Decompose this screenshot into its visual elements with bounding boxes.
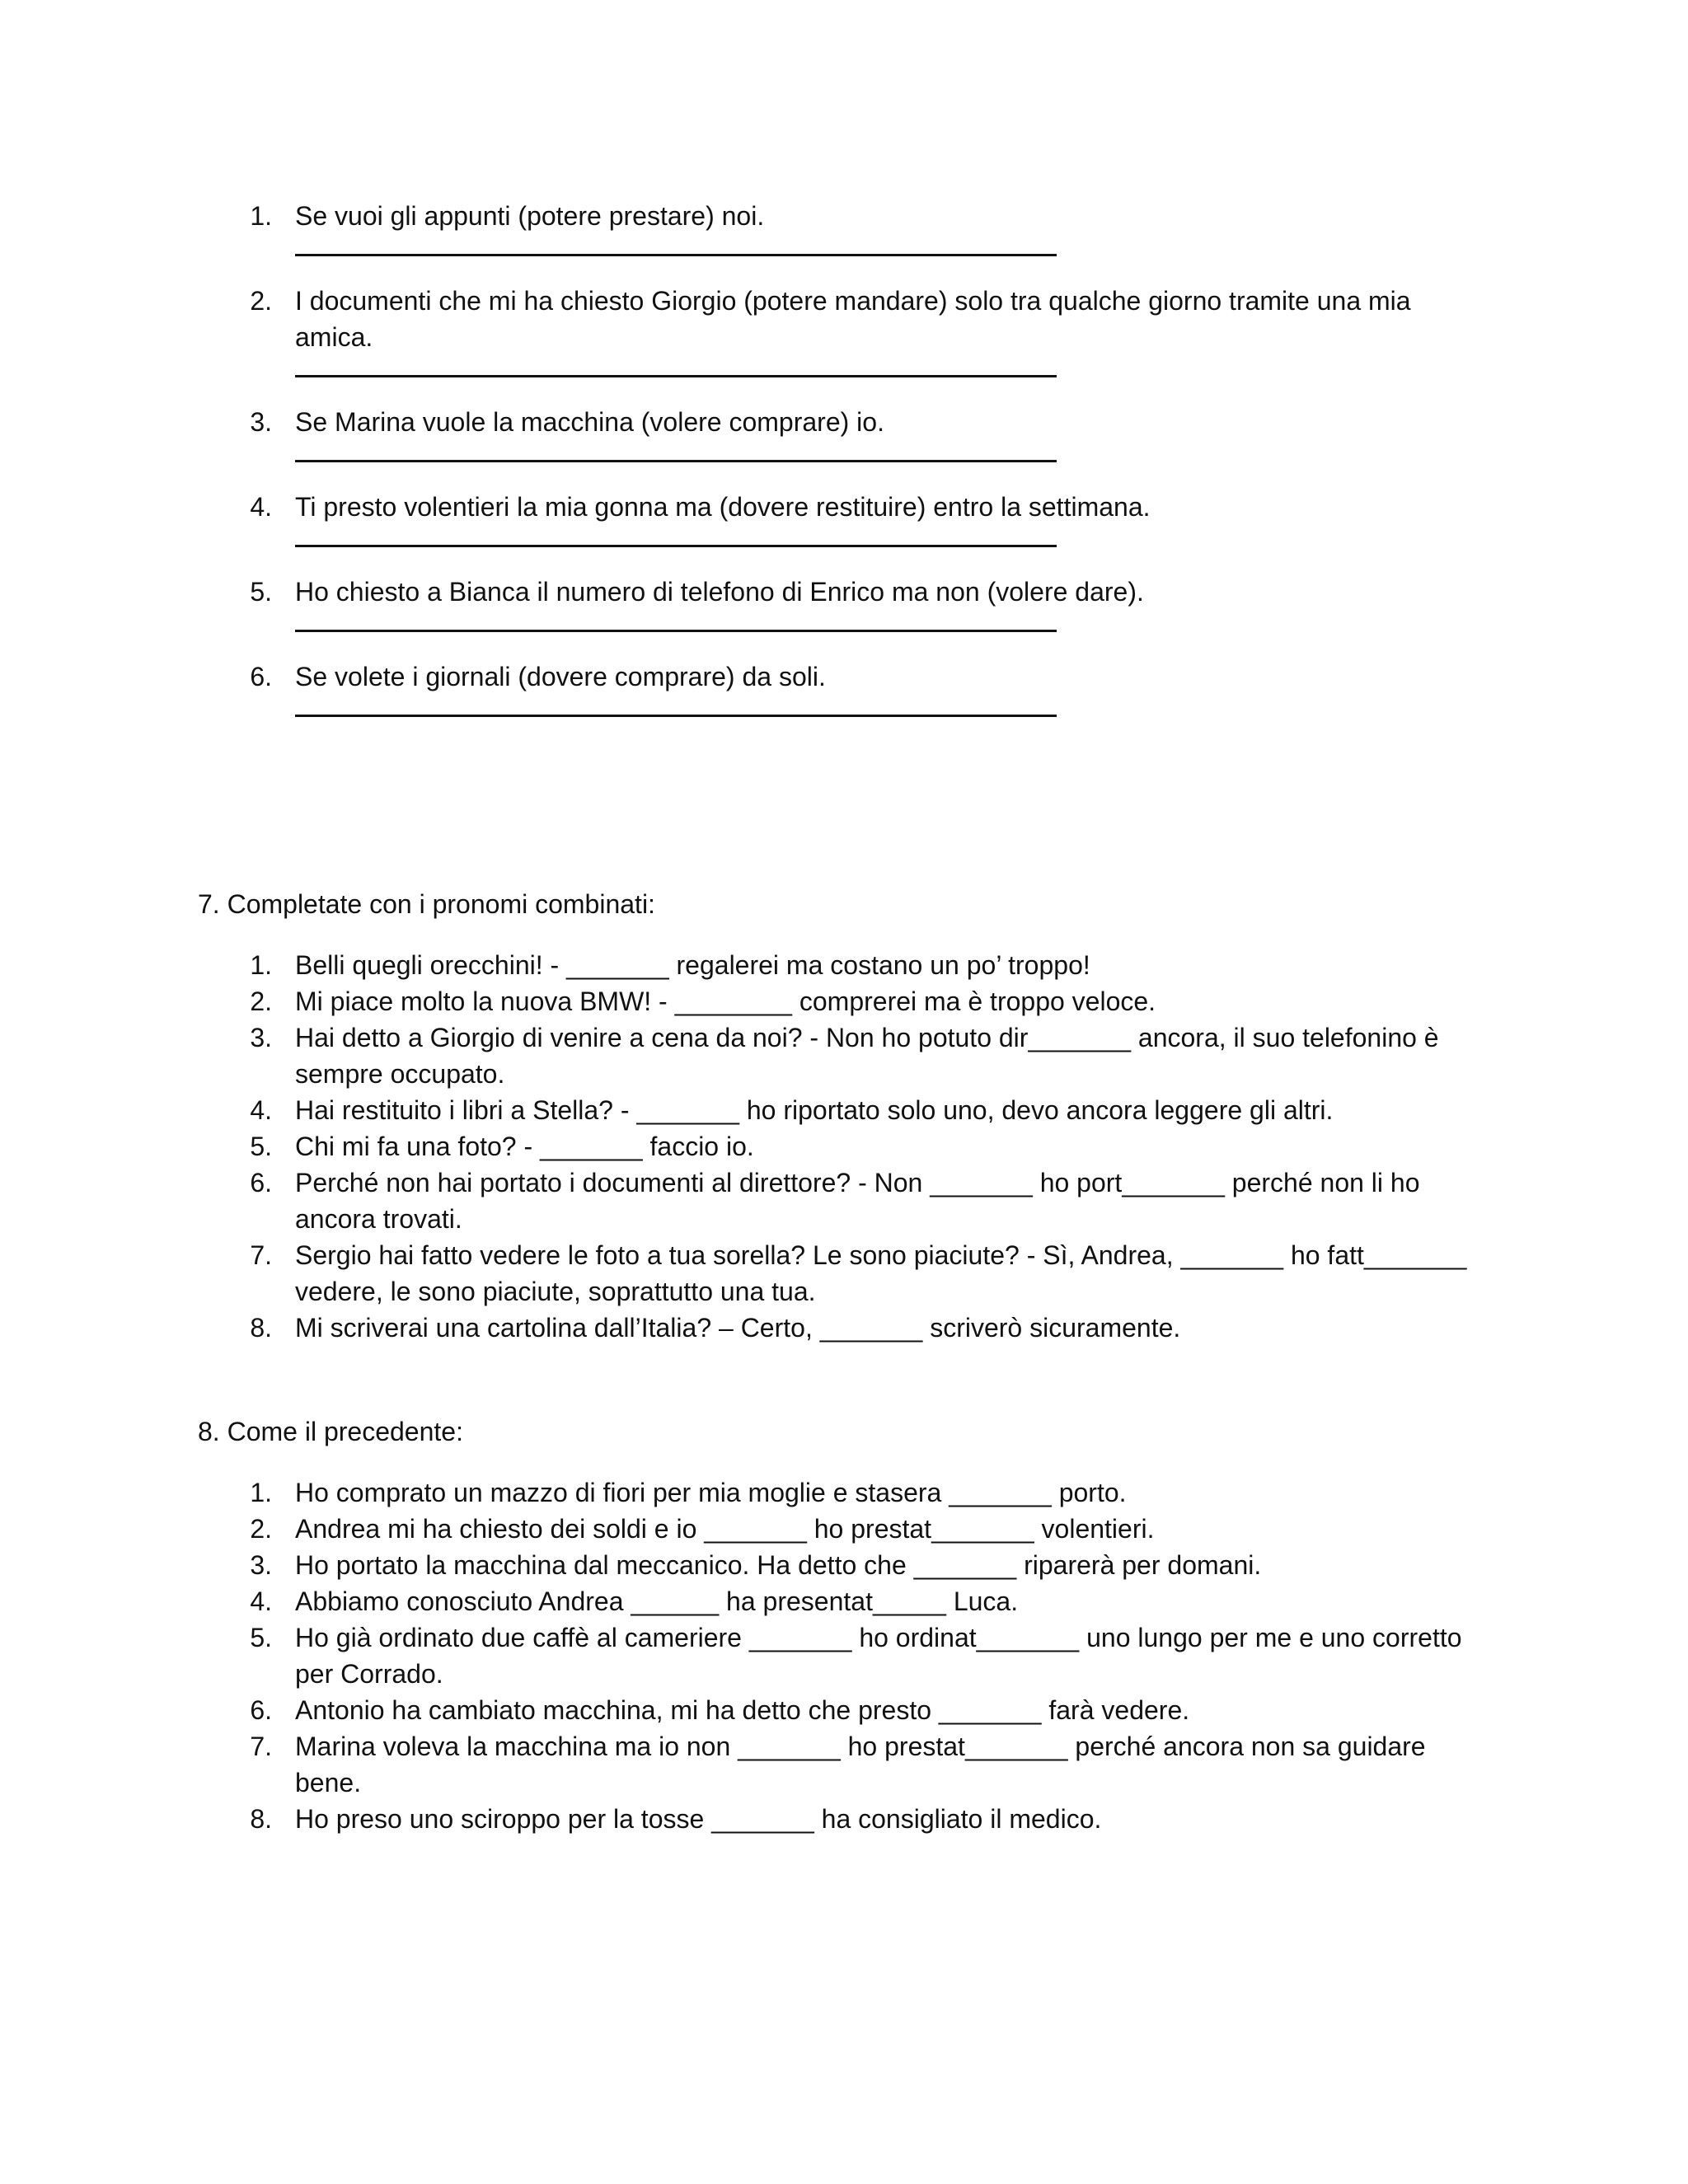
- list-item: [239, 1728, 1492, 1801]
- list-item: [239, 1547, 1492, 1583]
- answer-line[interactable]: [295, 630, 1057, 632]
- section-7-heading: 7. Completate con i pronomi combinati:: [198, 889, 655, 919]
- item-text: Belli quegli orecchini! - _______ regalerei ma costano un po’ troppo!: [295, 950, 1090, 980]
- item-text: Hai detto a Giorgio di venire a cena da noi? - Non ho potuto dir_______ ancora, il suo telefonino è sempre occupato.: [295, 1023, 1439, 1089]
- item-text: Mi piace molto la nuova BMW! - ________ comprerei ma è troppo veloce.: [295, 987, 1156, 1016]
- list-item: [239, 983, 1492, 1019]
- item-text: Perché non hai portato i documenti al direttore? - Non _______ ho port_______ perché non li ho ancora trovati.: [295, 1168, 1420, 1234]
- item-number: 2.: [250, 987, 272, 1016]
- item-number: 3.: [250, 1550, 272, 1580]
- item-text: Se Marina vuole la macchina (volere comprare) io.: [295, 407, 884, 437]
- item-number: 3.: [250, 1023, 272, 1052]
- list-item: [239, 404, 1492, 462]
- list-item: [239, 1474, 1492, 1511]
- item-text: Ho chiesto a Bianca il numero di telefono di Enrico ma non (volere dare).: [295, 577, 1144, 607]
- item-text: Ho portato la macchina dal meccanico. Ha detto che _______ riparerà per domani.: [295, 1550, 1262, 1580]
- item-text: Hai restituito i libri a Stella? - _______ ho riportato solo uno, devo ancora leggere gli altri.: [295, 1095, 1334, 1125]
- list-item: [239, 1128, 1492, 1165]
- item-number: 2.: [250, 286, 272, 316]
- list-item: [239, 1165, 1492, 1237]
- list-item: [239, 947, 1492, 983]
- item-number: 6.: [250, 1168, 272, 1197]
- answer-line[interactable]: [295, 254, 1057, 256]
- answer-line[interactable]: [295, 715, 1057, 717]
- list-item: [239, 1619, 1492, 1692]
- item-number: 3.: [250, 407, 272, 437]
- item-text: Ho preso uno sciroppo per la tosse _______ ha consigliato il medico.: [295, 1804, 1102, 1834]
- item-number: 5.: [250, 1132, 272, 1161]
- item-number: 7.: [250, 1732, 272, 1761]
- exercise-list-8: [239, 1474, 1492, 1837]
- item-number: 1.: [250, 201, 272, 231]
- item-text: Se volete i giornali (dovere comprare) da soli.: [295, 662, 826, 691]
- list-item: [239, 198, 1492, 256]
- list-item: [239, 283, 1492, 377]
- item-number: 7.: [250, 1240, 272, 1270]
- list-item: [239, 1237, 1492, 1310]
- list-item: [239, 1801, 1492, 1837]
- item-text: Chi mi fa una foto? - _______ faccio io.: [295, 1132, 754, 1161]
- item-number: 6.: [250, 662, 272, 691]
- item-text: Andrea mi ha chiesto dei soldi e io _______ ho prestat_______ volentieri.: [295, 1514, 1155, 1544]
- item-text: Ho già ordinato due caffè al cameriere _______ ho ordinat_______ uno lungo per me e uno corretto per Corrado.: [295, 1623, 1462, 1689]
- item-text: Se vuoi gli appunti (potere prestare) noi.: [295, 201, 765, 231]
- item-number: 1.: [250, 1478, 272, 1507]
- item-number: 2.: [250, 1514, 272, 1544]
- answer-line[interactable]: [295, 460, 1057, 462]
- item-number: 5.: [250, 577, 272, 607]
- item-number: 4.: [250, 1586, 272, 1616]
- item-text: Mi scriverai una cartolina dall’Italia? – Certo, _______ scriverò sicuramente.: [295, 1313, 1181, 1343]
- list-item: [239, 574, 1492, 632]
- answer-line[interactable]: [295, 545, 1057, 547]
- section-8-heading: 8. Come il precedente:: [198, 1417, 463, 1446]
- item-text: Sergio hai fatto vedere le foto a tua sorella? Le sono piaciute? - Sì, Andrea, _______ ho fatt_______ vedere, le sono piaciute, soprattutto una tua.: [295, 1240, 1467, 1306]
- item-number: 4.: [250, 492, 272, 522]
- item-number: 8.: [250, 1804, 272, 1834]
- item-text: Ho comprato un mazzo di fiori per mia moglie e stasera _______ porto.: [295, 1478, 1127, 1507]
- item-number: 6.: [250, 1695, 272, 1725]
- exercise-list-7: [239, 947, 1492, 1346]
- item-text: Antonio ha cambiato macchina, mi ha detto che presto _______ farà vedere.: [295, 1695, 1190, 1725]
- list-item: [239, 1092, 1492, 1128]
- list-item: [239, 1692, 1492, 1728]
- item-number: 5.: [250, 1623, 272, 1652]
- item-text: Marina voleva la macchina ma io non _______ ho prestat_______ perché ancora non sa guidare bene.: [295, 1732, 1426, 1797]
- answer-line[interactable]: [295, 375, 1057, 377]
- list-item: [239, 1511, 1492, 1547]
- item-text: Ti presto volentieri la mia gonna ma (dovere restituire) entro la settimana.: [295, 492, 1151, 522]
- item-text: I documenti che mi ha chiesto Giorgio (potere mandare) solo tra qualche giorno tramite una mia amica.: [295, 286, 1411, 352]
- item-number: 1.: [250, 950, 272, 980]
- list-item: [239, 1310, 1492, 1346]
- list-item: [239, 1019, 1492, 1092]
- item-text: Abbiamo conosciuto Andrea ______ ha presentat_____ Luca.: [295, 1586, 1019, 1616]
- list-item: [239, 489, 1492, 547]
- list-item: [239, 658, 1492, 717]
- exercise-list-a: [239, 198, 1492, 743]
- item-number: 8.: [250, 1313, 272, 1343]
- item-number: 4.: [250, 1095, 272, 1125]
- list-item: [239, 1583, 1492, 1619]
